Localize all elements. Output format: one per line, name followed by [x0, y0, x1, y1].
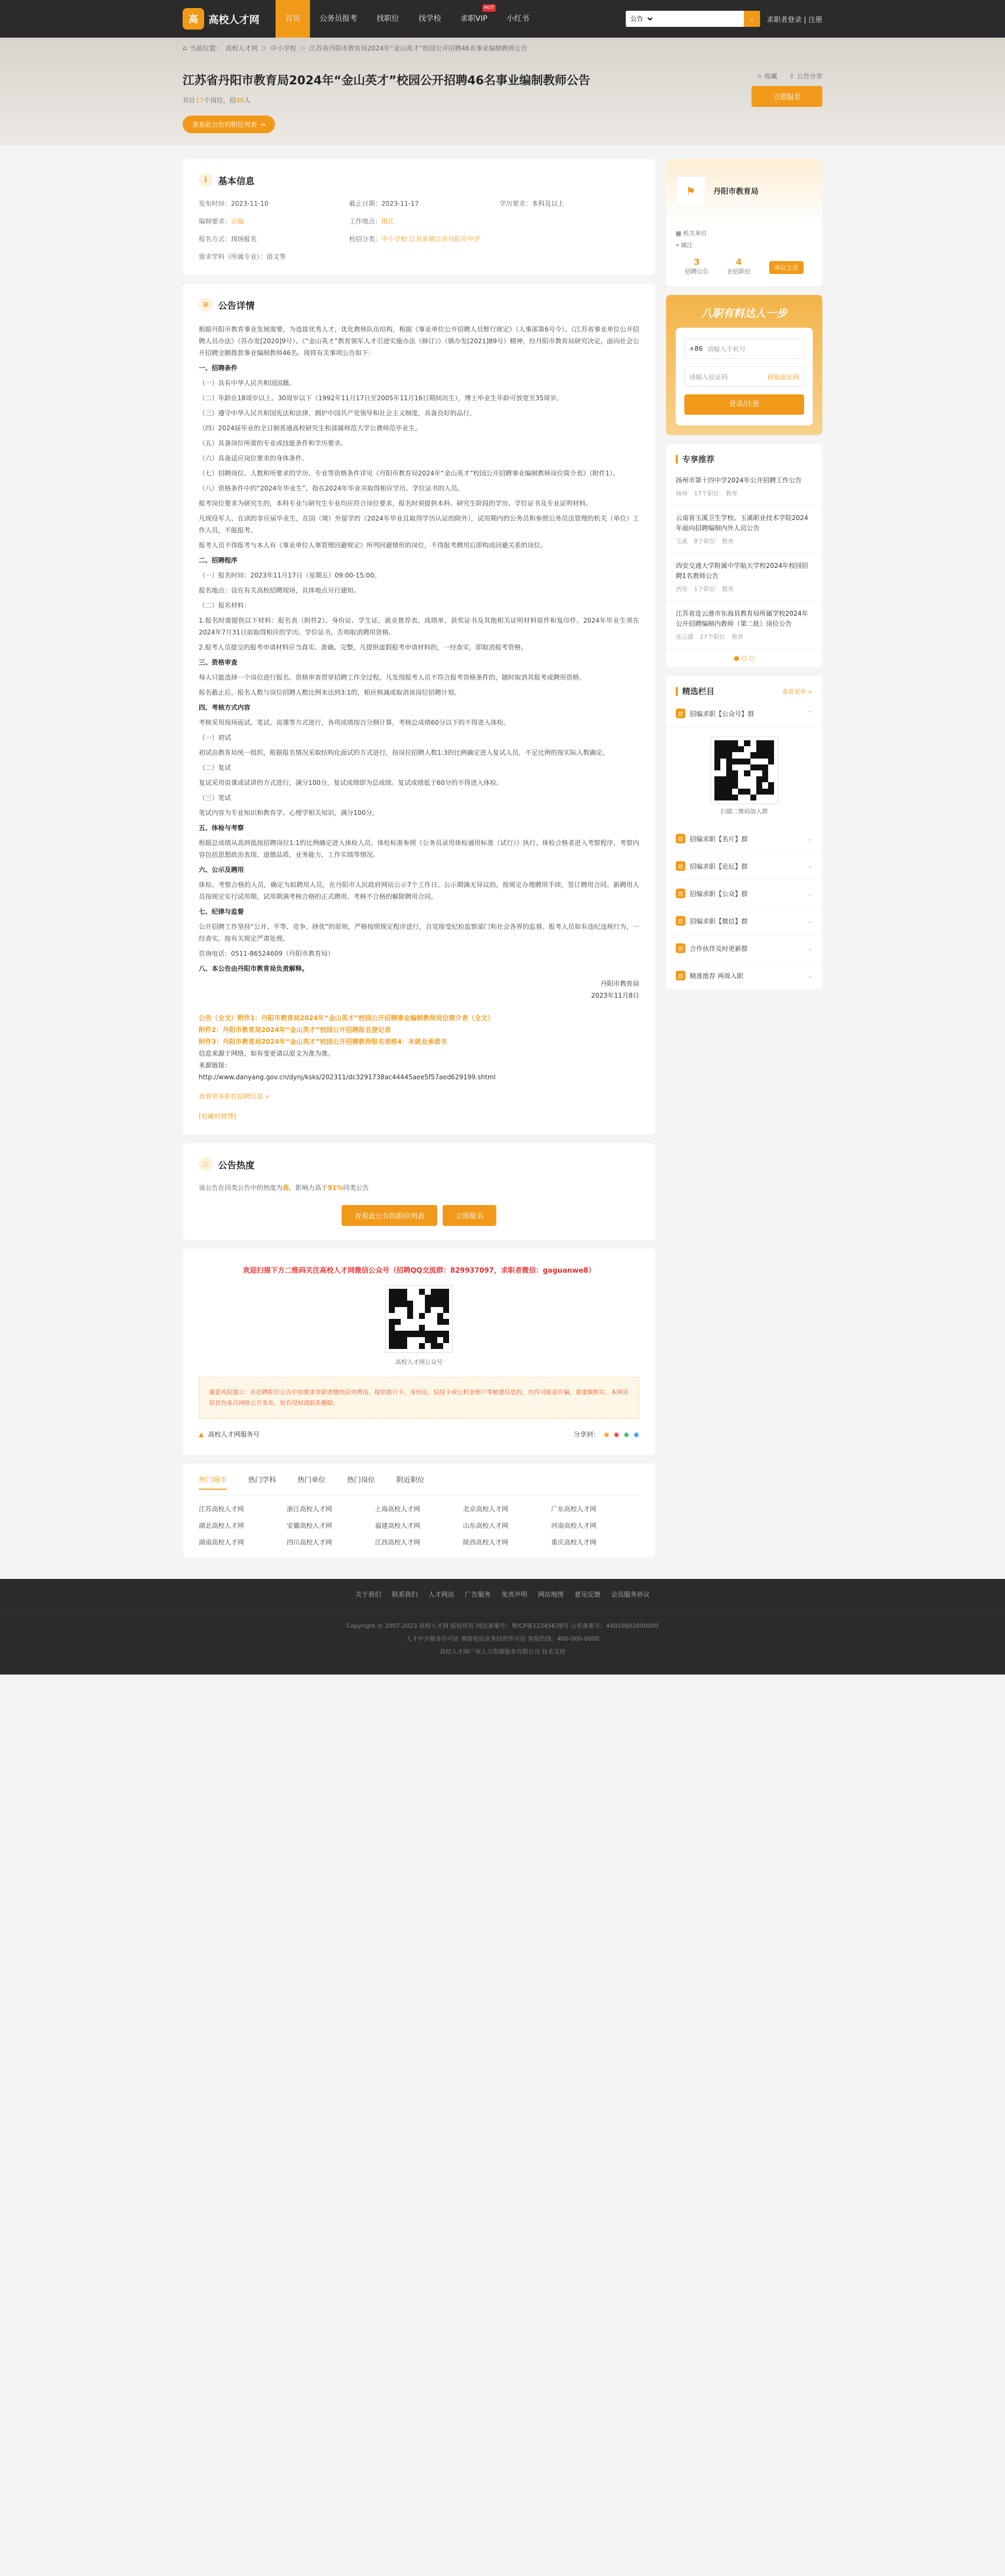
tag-link[interactable]: 陕西高校人才网: [463, 1539, 509, 1546]
quick-item[interactable]: [666, 853, 822, 880]
paragraph: （二）复试: [199, 764, 232, 771]
paragraph: 根据丹阳市教育事业发展需要，为选拔优秀人才，优化教师队伍结构，根据《事业单位公开招聘人员暂行规定》（人事部第6号令）、《江苏省事业单位公开招聘人员办法》（苏办发[2020]9号）、《“金山英才”教育领军人才引进实施办法（修订）》（镇办发[2021]89号）精神，经丹阳市教育局研究决定，面向社会公开招聘全额拨款事业编制教师46名。现将有关事项公告如下：: [199, 326, 639, 357]
tab-hot-position[interactable]: 热门岗位: [347, 1476, 375, 1484]
section-heading: 三、资格审查: [199, 659, 238, 666]
info-cell: [199, 217, 349, 226]
footer-license: 人才中介服务许可证 增值电信业务经营许可证 客服热线：400-000-0000: [406, 1635, 599, 1642]
country-code[interactable]: +86: [689, 345, 703, 352]
tag-link[interactable]: 湖南高校人才网: [199, 1539, 244, 1546]
tab-hot-city[interactable]: 热门城市: [199, 1474, 227, 1490]
source-url[interactable]: http://www.danyang.gov.cn/dynj/ksks/202311/dc3291738ac44445aee5f57aed629199.shtml: [199, 1073, 496, 1081]
wechat-icon[interactable]: ◉: [624, 1430, 630, 1438]
paragraph: 报考岗位要求为研究生的，本科专业与研究生专业均应符合岗位要求，报名时须提供本科、研究生阶段的学历、学位证书及专业证明材料。: [199, 500, 592, 507]
more-jobs-link[interactable]: 查看更多职位招聘信息 »: [199, 1093, 270, 1100]
chevron-up-icon: ⌃: [807, 710, 813, 717]
fire-icon: ♨: [199, 1157, 213, 1171]
heat-apply-button[interactable]: 立即报名: [443, 1205, 496, 1226]
info-value: 2023-11-10: [231, 200, 269, 207]
heat-view-jobs-button[interactable]: 查看此公告的职位列表: [342, 1205, 437, 1226]
paragraph: （一）初试: [199, 734, 232, 741]
recommend-item[interactable]: [666, 553, 822, 601]
recommend-title: 云南省玉溪卫生学校、玉溪职业技术学院2024年面向招聘编制内外人员公告: [676, 514, 808, 532]
paragraph: （六）具备适应岗位要求的身体条件。: [199, 454, 309, 462]
phone-placeholder: 请输入手机号: [707, 345, 746, 353]
paragraph: （二）年龄在18周岁以上、30周岁以下（1992年11月17日至2005年11月16日期间出生），博士毕业生年龄可放宽至35周岁。: [199, 394, 563, 402]
paragraph: （一）具有中华人民共和国国籍。: [199, 379, 296, 387]
brand-icon: ▲: [199, 1430, 204, 1438]
recommend-item[interactable]: [666, 468, 822, 506]
share-bar: [199, 1430, 639, 1439]
footer-link[interactable]: 免责声明: [501, 1591, 527, 1598]
info-value: 2023-11-17: [381, 200, 419, 207]
breadcrumb-prefix: 当前位置：: [190, 44, 222, 52]
qzone-icon[interactable]: ◉: [604, 1430, 610, 1438]
sidebar: [666, 159, 822, 1557]
tag-link[interactable]: 上海高校人才网: [375, 1505, 421, 1513]
meta-value: 教育: [726, 490, 738, 497]
brand-name: 高校人才网服务号: [208, 1431, 260, 1438]
tag-link[interactable]: 江西高校人才网: [375, 1539, 421, 1546]
star-icon: ☆: [756, 73, 763, 80]
tab-nearby[interactable]: 附近职位: [396, 1476, 425, 1484]
nav-xhs[interactable]: 小红书: [507, 15, 530, 23]
org-name[interactable]: 丹阳市教育局: [713, 187, 758, 196]
paragraph: 报名地点：设在有关高校招聘现场，具体地点另行通知。: [199, 587, 360, 594]
info-value: 正编: [231, 218, 244, 225]
nav-vip[interactable]: [451, 0, 497, 38]
recommend-title: 西安交通大学附属中学航天学校2024年校园招聘1名教师公告: [676, 562, 808, 580]
logo-text: 高校人才网: [208, 13, 260, 26]
footer-link[interactable]: 人才网站: [428, 1591, 454, 1598]
signature: [199, 978, 639, 1001]
basic-info-grid: [199, 199, 639, 261]
quick-item[interactable]: [666, 935, 822, 962]
quick-item-label: 招编求职【公众】群: [690, 890, 748, 898]
info-cell: [500, 234, 639, 243]
location-icon: ⌖: [676, 242, 679, 249]
paragraph: 体检、考察合格的人员，确定为拟聘用人员，在丹阳市人民政府网站公示7个工作日。公示期满无异议的，按规定办理聘用手续，签订聘用合同。新聘用人员按规定实行试用期，试用期满考核合格的正式聘用，考核不合格的解除聘用合同。: [199, 881, 639, 900]
section-heading: 一、招聘条件: [199, 364, 238, 372]
get-code-button[interactable]: 获取验证码: [767, 373, 799, 381]
breadcrumb-sep: ＞: [261, 44, 267, 52]
quick-item-label: 合作伙伴及时更新群: [690, 944, 748, 953]
paragraph: 考核采用现场面试、笔试、说课等方式进行，各项成绩按百分制计算，考核总成绩60分以下的不得进入体检。: [199, 719, 510, 726]
share-button[interactable]: ⇪ 公告分享: [789, 73, 822, 80]
page-title: 江苏省丹阳市教育局2024年“金山英才”校园公开招聘46名事业编制教师公告: [183, 74, 590, 88]
breadcrumb-home[interactable]: 高校人才网: [225, 44, 258, 52]
search-icon: ⌕: [750, 15, 754, 23]
group-icon: 群: [676, 861, 685, 871]
meta-value: 8个职位: [694, 538, 715, 545]
wechat-title: 欢迎扫描下方二维码关注高校人才网微信公众号（招聘QQ交流群：829937097，求职者微信：gaguanwe8）: [242, 1267, 596, 1275]
quick-item[interactable]: [666, 825, 822, 853]
site-logo[interactable]: [183, 8, 259, 30]
wechat-qr-code: [386, 1286, 452, 1352]
section-heading: 八、本公告由丹阳市教育局负责解释。: [199, 965, 309, 972]
quick-item[interactable]: [666, 962, 822, 990]
basic-info-heading: 基本信息: [218, 176, 255, 187]
qr-caption: 高校人才网公众号: [395, 1359, 443, 1366]
recommend-meta: [676, 632, 813, 641]
heading-bar: [676, 455, 678, 464]
recommend-card: [666, 444, 822, 667]
org-logo-icon: ⚑: [676, 176, 706, 206]
quick-more-link[interactable]: 查看更多 >: [782, 688, 813, 695]
paragraph: 凡现役军人、在读的非应届毕业生，在国（境）外留学的（2024年毕业且取得学历认证的除外），试用期内的公务员和参照公务员法管理的机关（单位）工作人员，不能报考。: [199, 515, 639, 534]
section-heading: 六、公示及聘用: [199, 866, 244, 874]
stat-jobs[interactable]: 4 在招职位: [727, 257, 751, 275]
info-cell: [349, 234, 500, 243]
code-placeholder: 请输入验证码: [689, 373, 728, 381]
share-icon: ⇪: [789, 73, 795, 80]
paragraph: 笔试内容为专业知识和教育学、心理学相关知识，满分100分。: [199, 809, 379, 817]
search-button[interactable]: [744, 11, 760, 27]
chevron-down-icon: ⌄: [807, 862, 813, 870]
info-label: 需求学科（所属专业）：: [199, 253, 267, 261]
recommend-meta: [676, 489, 813, 497]
code-field[interactable]: [684, 366, 804, 387]
detail-card: [183, 284, 655, 1135]
job-count-summary: 共计17个岗位，招46人: [183, 97, 251, 104]
quick-item-label: 精准推荐 两周入职: [690, 972, 743, 980]
tag-link[interactable]: 北京高校人才网: [463, 1505, 509, 1513]
footer-link[interactable]: 意见反馈: [574, 1591, 601, 1598]
carousel-dots[interactable]: ● ○ ○: [733, 654, 755, 662]
quick-item[interactable]: [666, 907, 822, 935]
section-heading: 七、纪律与监督: [199, 908, 244, 915]
paragraph: 2.报考人员提交的报考申请材料应当真实、准确、完整，凡提供虚假报考申请材料的，一经查实，即取消报考资格。: [199, 644, 527, 651]
meta-value: 西安: [676, 586, 688, 593]
recommend-list: [666, 468, 822, 649]
quick-item-label: 招编求职【论坛】群: [690, 862, 748, 870]
group-qr-caption: 扫描二维码加入群: [720, 808, 768, 815]
paragraph: 公开招聘工作坚持“公开、平等、竞争、择优”的原则，严格按照规定程序进行，自觉接受纪检监察部门和社会各界的监督。报考人员如有违纪违规行为，一经查实，按有关规定严肃处理。: [199, 923, 639, 942]
main-column: [183, 159, 655, 1557]
info-value: 本科及以上: [532, 200, 565, 207]
attachments: [199, 1012, 639, 1083]
tag-link[interactable]: 河南高校人才网: [551, 1522, 597, 1529]
info-cell: [500, 199, 639, 208]
search-input[interactable]: [654, 11, 744, 26]
meta-value: 教育: [732, 633, 743, 640]
info-label: 工作地点：: [349, 218, 382, 225]
tag-grid: [199, 1504, 639, 1547]
nav-jobs[interactable]: 找职位: [377, 15, 400, 23]
paragraph: （五）具备岗位所需的专业或技能条件和学历要求。: [199, 439, 348, 447]
paragraph: 报名截止后，报名人数与岗位招聘人数比例未达到3:1的，相应核减或取消该岗位招聘计划。: [199, 689, 461, 696]
quick-card: [666, 676, 822, 990]
group-qr-code: [711, 737, 778, 804]
building-icon: ▦: [676, 230, 682, 237]
risk-warning: 重要风险提示：在招聘职位公告中如要求求职者缴纳任何费用、提供银行卡、身份证、信用卡或公积金账户等敏感信息的，均有可能是诈骗，请谨慎核实。本网站信息均来自网络公开发布，如有侵权请联系删除。: [199, 1377, 639, 1419]
nav-home[interactable]: 首页: [276, 0, 310, 38]
tag-link[interactable]: 四川高校人才网: [287, 1539, 332, 1546]
tag-link[interactable]: 广东高校人才网: [551, 1505, 597, 1513]
recommend-meta: [676, 537, 813, 545]
breadcrumb: [183, 40, 822, 55]
wechat-share-box: [183, 1249, 655, 1455]
org-city: 镇江: [681, 242, 693, 249]
info-label: 报名方式：: [199, 235, 232, 243]
info-value: 中小学校 江苏省镇江市丹阳市中学: [381, 235, 480, 243]
chevron-down-icon: ⌄: [807, 944, 813, 952]
paragraph: 咨询电话：0511-86524609（丹阳市教育局）: [199, 950, 334, 957]
paragraph: 1.报名时需提供以下材料：报名表（附件2）、身份证、学生证、就业推荐表、成绩单、获奖证书及其他相关证明材料原件和复印件。2024年毕业生须在2024年7月31日前取得相应的学历、学位证书，否则取消聘用资格。: [199, 617, 639, 636]
quick-item[interactable]: [666, 880, 822, 907]
tab-hot-unit[interactable]: 热门单位: [298, 1476, 326, 1484]
login-register-link[interactable]: 求职者登录 | 注册: [767, 16, 822, 24]
footer-company: 高校人才网广州人力资源服务有限公司 技术支持: [439, 1648, 566, 1655]
group-icon: 群: [676, 889, 685, 898]
info-cell: [500, 217, 639, 226]
footer: [0, 1579, 1005, 1675]
info-label: 学历要求：: [500, 200, 532, 207]
source-label: 来源链接：: [199, 1062, 232, 1069]
heat-card: [183, 1143, 655, 1240]
attachment-note: 信息来源于网络，如有变更请以原文为准为准。: [199, 1050, 335, 1057]
meta-value: 教育: [722, 538, 734, 545]
chevron-down-icon: ⌄: [807, 917, 813, 925]
login-register-button[interactable]: 登录/注册: [684, 394, 804, 415]
org-card: [666, 159, 822, 286]
meta-value: 扬州: [676, 490, 688, 497]
announcement-body: [199, 323, 639, 975]
paragraph: （一）报名时间：2023年11月17日（星期五）09:00-15:00。: [199, 572, 381, 579]
info-label: 发布时间：: [199, 200, 232, 207]
tag-link[interactable]: 安徽高校人才网: [287, 1522, 332, 1529]
tag-link[interactable]: 福建高校人才网: [375, 1522, 421, 1529]
org-type: 机关单位: [683, 230, 707, 237]
hot-badge: HOT: [482, 4, 496, 12]
breadcrumb-category[interactable]: 中小学校: [270, 44, 297, 52]
tab-hot-subject[interactable]: 热门学科: [248, 1476, 277, 1484]
paragraph: 初试由教育局统一组织，根据报名情况采取结构化面试的方式进行，按岗位招聘人数1:3的比例确定进入复试人员，不足比例的按实际人数确定。: [199, 749, 609, 756]
chevron-down-icon: ⌄: [807, 972, 813, 979]
meta-value: 27个职位: [700, 633, 725, 640]
stat-announcements[interactable]: 3 招聘公告: [685, 257, 709, 275]
info-value: 镇江: [381, 218, 395, 225]
tag-link[interactable]: 江苏高校人才网: [199, 1505, 244, 1513]
register-title: 八职有料达人一步: [701, 307, 787, 320]
apply-button[interactable]: 立即报名: [751, 86, 822, 107]
group-icon: 群: [676, 943, 685, 953]
footer-link[interactable]: 联系我们: [392, 1591, 418, 1598]
meta-value: 教育: [722, 586, 734, 593]
top-nav-bar: [0, 0, 1005, 38]
group-icon: 群: [676, 971, 685, 980]
paragraph: 根据总成绩从高到低按招聘岗位1:1的比例确定进入体检人员。体检标准参照《公务员录用体检通用标准（试行）》执行。体检合格者进入考察程序，考察内容包括思想政治表现、道德品质、业务能力、工作实绩等情况。: [199, 839, 639, 858]
tags-tabs: [199, 1474, 639, 1496]
meta-value: 17个职位: [694, 490, 719, 497]
section-heading: 二、招聘程序: [199, 557, 238, 564]
tag-link[interactable]: 湖北高校人才网: [199, 1522, 244, 1529]
phone-field[interactable]: [684, 338, 804, 359]
group-icon: 群: [676, 709, 685, 718]
info-label: 校招分类：: [349, 235, 382, 243]
group-icon: 群: [676, 834, 685, 843]
recommend-heading: 专享推荐: [682, 454, 715, 464]
footer-link[interactable]: 关于我们: [355, 1591, 381, 1598]
info-cell: [199, 199, 349, 208]
info-cell: [349, 199, 500, 208]
group-qr-popup: [666, 727, 822, 825]
paragraph: （七）招聘岗位、人数和所要求的学历、专业等资格条件详见《丹阳市教育局2024年“金山英才”校园公开招聘事业编制教师岗位简介表》（附件1）。: [199, 470, 619, 477]
hot-tags-card: [183, 1463, 655, 1557]
document-icon: ≡: [199, 298, 213, 312]
tag-link[interactable]: 山东高校人才网: [463, 1522, 509, 1529]
paragraph: （三）笔试: [199, 794, 232, 802]
paragraph: （四）2024届毕业的全日制普通高校研究生和部属师范大学公费师范毕业生。: [199, 424, 422, 432]
meta-value: 1个职位: [694, 586, 715, 593]
breadcrumb-current: 江苏省丹阳市教育局2024年“金山英才”校园公开招聘46名事业编制教师公告: [309, 44, 527, 52]
attachment-link[interactable]: 附件2：丹阳市教育局2024年“金山英才”校园公开招聘报名登记表: [199, 1026, 391, 1034]
sign-org: 丹阳市教育局: [600, 980, 639, 987]
paragraph: （二）报名材料：: [199, 602, 251, 609]
title-section: [183, 55, 822, 144]
chevron-down-icon: ⌄: [807, 835, 813, 842]
heading-bar: [676, 687, 678, 696]
heat-heading: 公告热度: [218, 1160, 255, 1171]
register-card: [666, 295, 822, 435]
logo-icon: 高: [183, 8, 204, 30]
group-icon: 群: [676, 916, 685, 926]
heat-text: 该公告在同类公告中的热度为高，影响力高于91%同类公告: [199, 1184, 369, 1192]
chevron-down-icon: ⌄: [807, 890, 813, 897]
recommend-meta: [676, 585, 813, 593]
sign-date: 2023年11月8日: [591, 992, 639, 999]
basic-info-card: [183, 159, 655, 275]
share-label: 分享到：: [574, 1431, 600, 1438]
info-label: 截止日期：: [349, 200, 382, 207]
search-scope-select[interactable]: [626, 11, 654, 26]
meta-value: 玉溪: [676, 538, 688, 545]
footer-link[interactable]: 网站地图: [538, 1591, 564, 1598]
attachment-link[interactable]: 附件3：丹阳市教育局2024年“金山英才”校园公开招聘教师报名表格4：未就业承诺书: [199, 1038, 447, 1045]
info-cell: [349, 217, 500, 226]
qq-icon[interactable]: ◉: [633, 1430, 639, 1438]
recommend-title: 江苏省连云港市东海县教育局所属学校2024年公开招聘编制内教师（第二批）岗位公告: [676, 610, 808, 627]
info-cell: [199, 234, 349, 243]
paragraph: （八）资格条件中的“2024年毕业生”，指在2024年毕业并取得相应学历、学位证书的人员。: [199, 485, 464, 492]
paragraph: （三）遵守中华人民共和国宪法和法律，拥护中国共产党领导和社会主义制度，具备良好的品行。: [199, 409, 476, 417]
quick-item[interactable]: 群 招编求职【公众号】群 ⌃: [666, 700, 822, 727]
arrow-right-icon: →: [260, 120, 266, 128]
meta-value: 连云港: [676, 633, 693, 640]
recommend-title: 扬州市第十四中学2024年公开招聘工作公告: [676, 477, 802, 484]
info-cell: [199, 252, 639, 261]
info-value: 现场报名: [231, 235, 257, 243]
nav-schools[interactable]: 找学校: [418, 15, 442, 23]
info-value: 语文等: [266, 253, 286, 261]
recommend-item[interactable]: [666, 506, 822, 553]
tag-link[interactable]: 浙江高校人才网: [287, 1505, 332, 1513]
org-home-button[interactable]: 单位主页: [769, 261, 804, 274]
footer-links: [0, 1590, 1005, 1610]
paragraph: 报考人员不得报考与本人有《事业单位人事管理回避规定》所列回避情形的岗位，不得报考聘用后即构成回避关系的岗位。: [199, 542, 547, 549]
tag-link[interactable]: 重庆高校人才网: [551, 1539, 597, 1546]
quick-heading: 精选栏目: [682, 687, 715, 696]
paragraph: 每人只能选择一个岗位进行报名。资格审查贯穿招聘工作全过程，凡发现报考人员不符合报考资格条件的，随时取消其报考或聘用资格。: [199, 674, 586, 681]
section-heading: 五、体检与考察: [199, 824, 244, 832]
footer-link[interactable]: 会员服务协议: [611, 1591, 650, 1598]
footer-link[interactable]: 广告服务: [465, 1591, 491, 1598]
view-jobs-button[interactable]: 查看此公告的职位列表 →: [183, 116, 275, 133]
home-icon: ⌂: [183, 44, 187, 52]
info-label: 编制要求：: [199, 218, 232, 225]
attachment-link[interactable]: 公告（全文）附件1：丹阳市教育局2024年“金山英才”校园公开招聘事业编制教师岗位简介表（全文）: [199, 1014, 494, 1022]
footer-copyright: Copyright © 2007-2023 高校人才网 版权所有 网站备案号：粤ICP备12345678号 公安备案号：44010602000000: [346, 1622, 659, 1629]
collect-button[interactable]: ☆ 收藏: [756, 73, 778, 80]
section-heading: 四、考核方式内容: [199, 704, 251, 711]
recommend-item[interactable]: [666, 601, 822, 649]
weibo-link[interactable]: [收藏到微博]: [199, 1113, 236, 1120]
nav-vip-label: 求职VIP: [460, 15, 488, 23]
main-nav: [276, 0, 539, 38]
weibo-icon[interactable]: ◉: [613, 1430, 620, 1438]
detail-heading: 公告详情: [218, 300, 255, 312]
breadcrumb-sep: ＞: [299, 44, 306, 52]
info-icon: i: [199, 173, 213, 187]
nav-civil[interactable]: 公务员报考: [320, 15, 358, 23]
quick-item-label: 招编求职【名片】群: [690, 835, 748, 843]
search-box: [626, 11, 760, 27]
paragraph: 复试采用说课或试讲的方式进行，满分100分，复试成绩即为总成绩。复试成绩低于60分的不得进入体检。: [199, 779, 503, 786]
quick-item-label: 招编求职【微信】群: [690, 917, 748, 925]
